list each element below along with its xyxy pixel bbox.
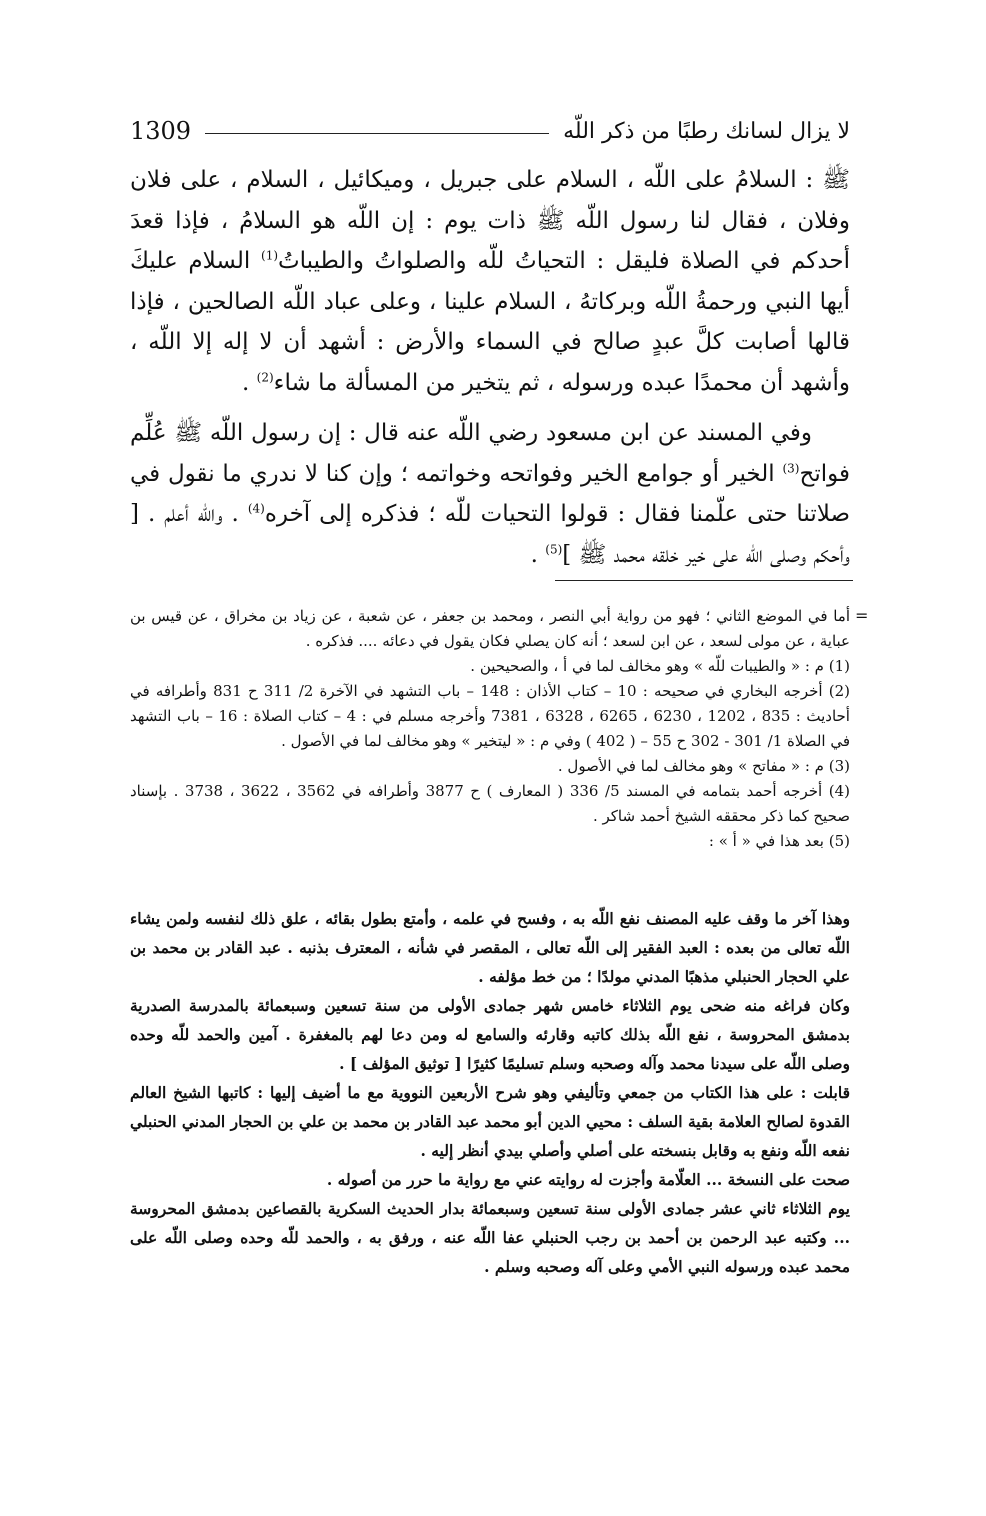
footnote-continued: أما في الموضع الثاني ؛ فهو من رواية أبي النصر ، ومحمد بن جعفر ، عن شعبة ، عن زياد بن مخراق ، عن قيس بن عباية ، عن مولى لسعد ، عن ابن لسعد ؛ أنه كان يصلي فكان يقول في دعائه .... فذكره . <box>130 607 850 650</box>
footnote-ref-2: (2) <box>256 369 274 384</box>
colophon <box>130 904 850 1281</box>
paragraph-2-text-c: . واللّه أعلم . [ وأحكم وصلى اللّه على خير خلقه محمد ﷺ ] <box>130 501 850 568</box>
colophon-paragraph: وكان فراغه منه ضحى يوم الثلاثاء خامس شهر جمادى الأولى من سنة تسعين وسبعمائة بالمدرسة الصدرية بدمشق المحروسة ، نفع اللّه بذلك كاتبه وقارئه والسامع له ومن دعا لهم بالمغفرة . آمين والحمد للّه وحده وصلى اللّه على سيدنا محمد وآله وصحبه وسلم تسليمًا كثيرًا [ توثيق المؤلف ] . <box>130 996 850 1073</box>
footnote-1: (1) م : « والطيبات للّه » وهو مخالف لما في أ ، والصحيحين . <box>470 657 850 675</box>
paragraph-2 <box>130 413 850 575</box>
paragraph-2-end: . <box>530 541 546 568</box>
main-text <box>130 160 850 575</box>
footnote-ref-1: (1) <box>261 248 279 263</box>
paragraph-2-text-b: الخير أو جوامع الخير وفواتحه وخواتمه ؛ وإن كنا لا ندري ما نقول في صلاتنا حتى علّمنا فقال : قولوا التحيات للّه ؛ فذكره إلى آخره <box>130 460 851 527</box>
page-number: 1309 <box>130 117 192 145</box>
footnote-ref-4: (4) <box>247 501 265 516</box>
paragraph-2-text: وفي المسند عن ابن مسعود رضي اللّه عنه قال : إن رسول اللّه ﷺ عُلِّم فواتح <box>130 420 850 487</box>
paragraph-1 <box>130 160 850 403</box>
paragraph-1-text: ﷺ : السلامُ على اللّه ، السلام على جبريل ، وميكائيل ، السلام ، على فلان وفلان ، فقال لنا رسول اللّه ﷺ ذات يوم : إن اللّه هو السلامُ ، فإذا قعدَ أحدكم في الصلاة فليقل : التحياتُ للّه والصلواتُ والطيباتُ <box>130 167 851 274</box>
footnote-2: (2) أخرجه البخاري في صحيحه : 10 – كتاب الأذان : 148 – باب التشهد في الآخرة 2/ 311 ح 831 وأطرافه في أحاديث : 835 ، 1202 ، 6230 ، 6265 ، 6328 ، 7381 وأخرجه مسلم في : 4 – كتاب الصلاة : 16 – باب التشهد في الصلاة 1/ 301 - 302 ح 55 – ( 402 ) وفي م : « ليتخير » وهو مخالف لما في الأصول . <box>130 682 851 750</box>
footnote-ref-5: (5) <box>545 541 563 556</box>
colophon-paragraph: صحت على النسخة ... العلّامة وأجزت له روايته عني مع رواية ما حرر من أصوله . <box>326 1170 850 1189</box>
colophon-paragraph: يوم الثلاثاء ثاني عشر جمادى الأولى سنة تسعين وسبعمائة بدار الحديث السكرية بالقصاعين بدمشق المحروسة ... وكتبه عبد الرحمن بن أحمد بن رجب الحنبلي عفا اللّه عنه ، ورفق به ، والحمد للّه وحده وصلى اللّه على محمد عبده ورسوله النبي الأمي وعلى آله وصحبه وسلم . <box>130 1199 850 1276</box>
colophon-paragraph: قابلت : على هذا الكتاب من جمعي وتأليفي وهو شرح الأربعين النووية مع ما أضيف إليها : كاتبها الشيخ العالم القدوة لصالح العلامة بقية السلف : محيي الدين أبو محمد عبد القادر بن محمد بن علي بن الحجار المدني الحنبلي نفعه اللّه ونفع به وقابل بنسخته على أصلي وأصلي بيدي أنظر إليه . <box>130 1083 850 1160</box>
footnote-continuation-mark: = <box>855 606 869 625</box>
footnotes <box>130 604 850 854</box>
footnote-3: (3) م : « مفاتح » وهو مخالف لما في الأصول . <box>557 757 850 775</box>
paragraph-1-text-b: السلام عليكَ أيها النبي ورحمةُ اللّه وبركاتهُ ، السلام علينا ، وعلى عباد اللّه الصالحين ، فإذا قالها أصابت كلَّ عبدٍ صالح في السماء والأرض : أشهد أن لا إله إلا اللّه ، وأشهد أن محمدًا عبده ورسوله ، ثم يتخير من المسألة ما شاء <box>130 248 850 396</box>
footnote-separator <box>555 580 853 581</box>
footnote-ref-3: (3) <box>782 460 800 475</box>
footnote-5: (5) بعد هذا في « أ » : <box>708 832 850 850</box>
colophon-paragraph: وهذا آخر ما وقف عليه المصنف نفع اللّه به ، وفسح في علمه ، وأمتع بطول بقائه ، علق ذلك لنفسه ولمن يشاء اللّه تعالى من بعده : العبد الفقير إلى اللّه تعالى ، المقصر في شأنه ، المعترف بذنبه . عبد القادر بن محمد بن علي الحجار الحنبلي مذهبًا المدني مولدًا ؛ من خط مؤلفه . <box>130 909 850 986</box>
page-header <box>130 114 850 148</box>
footnote-4: (4) أخرجه أحمد بتمامه في المسند 5/ 336 ( المعارف ) ح 3877 وأطرافه في 3562 ، 3622 ، 3738 . بإسناد صحيح كما ذكر محققه الشيخ أحمد شاكر . <box>130 782 850 825</box>
header-rule <box>205 133 549 134</box>
paragraph-1-end: . <box>242 369 257 396</box>
running-title: لا يزال لسانك رطبًا من ذكر اللّه <box>563 118 850 144</box>
